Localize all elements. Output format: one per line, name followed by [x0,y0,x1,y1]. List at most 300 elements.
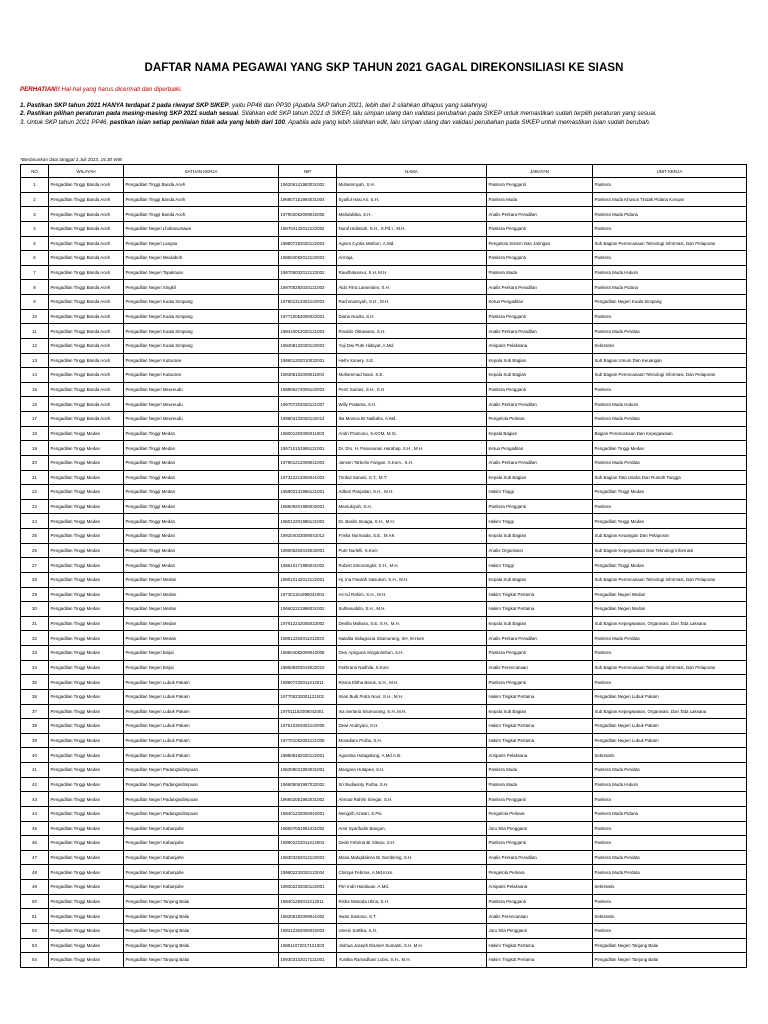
cell-nama: Nengsih Azwari, S.Psi. [337,806,487,821]
column-header-nama: NAMA [337,165,487,178]
note-2 [20,110,745,118]
cell-nip: 199603132020122014 [279,412,337,427]
cell-satuan-kerja: Pengadilan Negeri Medan [124,572,279,587]
cell-wilayah: Pengadilan Tinggi Banda Aceh [49,236,124,251]
cell-nip: 198504082009042008 [279,646,337,661]
cell-satuan-kerja: Pengadilan Negeri Kuala Simpang [124,309,279,324]
cell-nip: 196012201986121002 [279,514,337,529]
cell-no: 12 [21,338,49,353]
cell-jabatan: Hakim Tingkat Pertama [487,733,593,748]
cell-nip: 197912242005022002 [279,616,337,631]
cell-nip: 199410012020121003 [279,324,337,339]
cell-no: 6 [21,251,49,266]
table-row [21,236,747,251]
cell-no: 10 [21,309,49,324]
cell-nama: Friska Nurmaida, S.E., M.AK [337,529,487,544]
cell-no: 25 [21,529,49,544]
table-row [21,207,747,222]
cell-nama: Jansen Tarbelin Farigan, S.Kom., S.H. [337,455,487,470]
cell-satuan-kerja: Pengadilan Negeri Kuala Simpang [124,324,279,339]
cell-unit-kerja: Sub Bagian Perencanaan Teknologi Informasi, Dan Pelaporan [593,572,747,587]
cell-nip: 198807232011012011 [279,675,337,690]
table-row [21,426,747,441]
cell-wilayah: Pengadilan Tinggi Banda Aceh [49,382,124,397]
column-header-unit-kerja: UNIT KERJA [593,165,747,178]
cell-no: 49 [21,880,49,895]
cell-no: 8 [21,280,49,295]
cell-no: 9 [21,295,49,310]
cell-no: 46 [21,836,49,851]
cell-nama: Fenri Suriani, S.H., S.H [337,382,487,397]
cell-wilayah: Pengadilan Tinggi Medan [49,499,124,514]
cell-no: 15 [21,382,49,397]
column-header-nip: NIP [279,165,337,178]
cell-unit-kerja: Panitera [593,646,747,661]
cell-wilayah: Pengadilan Tinggi Banda Aceh [49,295,124,310]
cell-jabatan: Analis Perencanaan [487,660,593,675]
cell-wilayah: Pengadilan Tinggi Banda Aceh [49,412,124,427]
cell-nama: Umeni Sartika, S.H. [337,923,487,938]
cell-nip: 198010142012122001 [279,572,337,587]
cell-jabatan: Kepala Sub Bagian [487,470,593,485]
cell-wilayah: Pengadilan Tinggi Banda Aceh [49,221,124,236]
cell-unit-kerja: Panitera Muda Pidana [593,207,747,222]
table-row [21,733,747,748]
table-row [21,602,747,617]
cell-nama: Joshua Joseph Elsaner Sumanti, S.H.,M.H. [337,938,487,953]
cell-wilayah: Pengadilan Tinggi Medan [49,602,124,617]
cell-satuan-kerja: Pengadilan Negeri Padangsidimpuan [124,792,279,807]
cell-no: 54 [21,953,49,968]
table-row [21,338,747,353]
cell-wilayah: Pengadilan Tinggi Medan [49,470,124,485]
table-row [21,543,747,558]
cell-unit-kerja: Panitera [593,792,747,807]
cell-nama: Agustina Hutagalung, A.Md.A.B. [337,748,487,763]
cell-nip: 196206141983031002 [279,178,337,193]
cell-no: 17 [21,412,49,427]
cell-nip: 198705292020121003 [279,280,337,295]
cell-no: 38 [21,719,49,734]
table-row [21,178,747,193]
cell-jabatan: Panitera Pengganti [487,792,593,807]
cell-unit-kerja: Pengadilan Tinggi Medan [593,558,747,573]
cell-no: 5 [21,236,49,251]
cell-nip: 195610171985031002 [279,558,337,573]
column-header-satuan-kerja: SATUAN KERJA [124,165,279,178]
cell-jabatan: Analis Perkara Peradilan [487,455,593,470]
cell-nama: Andri Pramono, S.KOM, M.Si. [337,426,487,441]
table-header-row [21,165,747,178]
cell-jabatan: Panitera Pengganti [487,499,593,514]
cell-satuan-kerja: Pengadilan Negeri Meureudu [124,397,279,412]
cell-no: 43 [21,792,49,807]
cell-nama: Raudhatunnur, S.H, M.H. [337,265,487,280]
cell-unit-kerja: Sub Bagian Kepegawaian, Organisasi, Dan Tata Laksana [593,616,747,631]
cell-satuan-kerja: Pengadilan Negeri Kabanjahe [124,850,279,865]
cell-unit-kerja: Pengadilan Negeri Lubuk Pakam [593,689,747,704]
cell-nip: 198902222011012004 [279,836,337,851]
cell-nip: 197902062009042005 [279,207,337,222]
cell-satuan-kerja: Pengadilan Negeri Kabanjahe [124,836,279,851]
table-row [21,777,747,792]
cell-jabatan: Hakim Tingkat Pertama [487,587,593,602]
data-date-footnote: *Berdasarkan data tanggal 3 Juli 2023, 15.30 WIB [20,157,122,162]
table-row [21,894,747,909]
cell-unit-kerja: Panitera Muda Perdata [593,850,747,865]
cell-wilayah: Pengadilan Tinggi Banda Aceh [49,353,124,368]
table-row [21,850,747,865]
cell-no: 18 [21,426,49,441]
cell-no: 32 [21,631,49,646]
cell-nama: Risha Miranda Ulina, S.H. [337,894,487,909]
cell-nip: 198706032012122002 [279,265,337,280]
cell-no: 33 [21,646,49,661]
cell-wilayah: Pengadilan Tinggi Medan [49,865,124,880]
cell-nip: 196907151994031004 [279,192,337,207]
cell-wilayah: Pengadilan Tinggi Medan [49,558,124,573]
cell-nama: Muhammad Nasir, S.E. [337,368,487,383]
cell-nip: 198704142012122002 [279,221,337,236]
cell-nama: Syaiful Hasi Ari, S.H. [337,192,487,207]
cell-nip: 199808182020122001 [279,748,337,763]
cell-unit-kerja: Panitera [593,821,747,836]
table-row [21,412,747,427]
cell-wilayah: Pengadilan Tinggi Medan [49,704,124,719]
cell-wilayah: Pengadilan Tinggi Banda Aceh [49,251,124,266]
cell-jabatan: Panitera Pengganti [487,836,593,851]
cell-nip: 199303102017121001 [279,953,337,968]
cell-nip: 196507051991031002 [279,821,337,836]
cell-wilayah: Pengadilan Tinggi Medan [49,572,124,587]
cell-nip: 197312212006041003 [279,470,337,485]
cell-jabatan: Pengelola Perkara [487,806,593,821]
cell-nip: 196602221996031002 [279,602,337,617]
cell-jabatan: Panitera Pengganti [487,251,593,266]
table-row [21,309,747,324]
cell-nama: Sulhanuddin, S.H., M.H. [337,602,487,617]
cell-satuan-kerja: Pengadilan Negeri Tapaktuan [124,265,279,280]
cell-nama: Rinaldo Oktaviano, S.H. [337,324,487,339]
cell-jabatan: Hakim Tingkat Pertama [487,689,593,704]
cell-wilayah: Pengadilan Tinggi Medan [49,792,124,807]
cell-nama: Irwan Santoso, S.T. [337,909,487,924]
cell-satuan-kerja: Pengadilan Negeri Meureudu [124,382,279,397]
cell-unit-kerja: Panitera Muda Perdata [593,865,747,880]
cell-no: 2 [21,192,49,207]
cell-jabatan: Hakim Tinggi [487,514,593,529]
cell-satuan-kerja: Pengadilan Tinggi Medan [124,441,279,456]
cell-unit-kerja: Panitera [593,251,747,266]
cell-nama: Yuji Dwi Putri Hidayat, A.Md. [337,338,487,353]
cell-wilayah: Pengadilan Tinggi Medan [49,587,124,602]
cell-no: 14 [21,368,49,383]
cell-jabatan: Analis Perkara Peradilan [487,207,593,222]
cell-nama: Desilla Mahara, S.E, S.H., M.H. [337,616,487,631]
cell-nip: 198806272009122003 [279,382,337,397]
cell-jabatan: Panitera Muda [487,763,593,778]
cell-nama: Natalita Sidagracia Situmorang, SH, M.Hum [337,631,487,646]
perhatian-line [20,86,745,94]
cell-satuan-kerja: Pengadilan Negeri Kabanjahe [124,821,279,836]
perhatian-label: PERHATIAN!! [20,86,60,93]
cell-unit-kerja: Panitera Muda Perdata [593,631,747,646]
cell-no: 11 [21,324,49,339]
cell-jabatan: Pengelola Perkara [487,412,593,427]
cell-satuan-kerja: Pengadilan Tinggi Medan [124,529,279,544]
cell-wilayah: Pengadilan Tinggi Medan [49,689,124,704]
cell-no: 27 [21,558,49,573]
table-row [21,719,747,734]
note-3-bold: pastikan isian setiap penilaian tidak ada yang lebih dari 100 [108,118,285,126]
cell-nip: 198512202011012023 [279,631,337,646]
cell-nama: Risma Elitha Barus, S.H., M.H. [337,675,487,690]
notes-block [20,86,745,127]
cell-nip: 198401232006042001 [279,806,337,821]
table-row [21,675,747,690]
cell-unit-kerja: Panitera [593,923,747,938]
table-row [21,397,747,412]
column-header-no: NO [21,165,49,178]
cell-nip: 198305102008011004 [279,368,337,383]
cell-satuan-kerja: Pengadilan Negeri Tanjung Balai [124,923,279,938]
cell-satuan-kerja: Pengadilan Tinggi Banda Aceh [124,192,279,207]
cell-satuan-kerja: Pengadilan Tinggi Banda Aceh [124,207,279,222]
cell-wilayah: Pengadilan Tinggi Medan [49,675,124,690]
cell-unit-kerja: Panitera Muda Khusus Tindak Pidana Korupsi [593,192,747,207]
cell-jabatan: Hakim Tingkat Pertama [487,953,593,968]
cell-wilayah: Pengadilan Tinggi Medan [49,441,124,456]
note-3 [20,119,745,127]
table-row [21,441,747,456]
cell-nip: 195710151985121001 [279,441,337,456]
table-row [21,748,747,763]
cell-jabatan: Panitera Pengganti [487,675,593,690]
cell-wilayah: Pengadilan Tinggi Medan [49,806,124,821]
cell-no: 48 [21,865,49,880]
cell-nip: 196509201985032001 [279,499,337,514]
cell-nama: Dr. Baslin Sinaga, S.H., M.H. [337,514,487,529]
perhatian-text: Hal-hal yang harus dicermati dan diperbaiki. [59,86,183,93]
table-row [21,353,747,368]
cell-satuan-kerja: Pengadilan Negeri Tanjung Balai [124,909,279,924]
cell-satuan-kerja: Pengadilan Negeri Lubuk Pakam [124,733,279,748]
cell-unit-kerja: Sub Bagian Tata Usaha Dan Rumah Tangga [593,470,747,485]
cell-unit-kerja: Pengadilan Negeri Tanjung Balai [593,953,747,968]
cell-no: 50 [21,894,49,909]
table-row [21,368,747,383]
cell-nama: Mangara Hutapea, S.H. [337,763,487,778]
cell-wilayah: Pengadilan Tinggi Medan [49,938,124,953]
cell-satuan-kerja: Pengadilan Negeri Lubuk Pakam [124,719,279,734]
table-row [21,880,747,895]
cell-satuan-kerja: Pengadilan Negeri Medan [124,602,279,617]
cell-unit-kerja: Panitera Muda Pidana [593,280,747,295]
cell-jabatan: Kepala Sub Bagian [487,704,593,719]
cell-nama: Chintya Febrina, A.Md.Kom. [337,865,487,880]
cell-satuan-kerja: Pengadilan Negeri Medan [124,616,279,631]
table-row [21,251,747,266]
cell-no: 3 [21,207,49,222]
cell-satuan-kerja: Pengadilan Negeri Kuala Simpang [124,295,279,310]
cell-nama: Adbari Panjaitan, S.H., M.H. [337,485,487,500]
cell-unit-kerja: Panitera [593,675,747,690]
table-row [21,265,747,280]
cell-wilayah: Pengadilan Tinggi Medan [49,529,124,544]
cell-no: 29 [21,587,49,602]
cell-nip: 195903131986121001 [279,485,337,500]
cell-no: 51 [21,909,49,924]
cell-satuan-kerja: Pengadilan Negeri Kabanjahe [124,880,279,895]
cell-nama: Amir Syarifudin Bangun, [337,821,487,836]
cell-no: 20 [21,455,49,470]
cell-no: 53 [21,938,49,953]
table-row [21,865,747,880]
cell-no: 1 [21,178,49,193]
cell-nama: As'Ad Rahim, S.H., M.H. [337,587,487,602]
cell-satuan-kerja: Pengadilan Negeri Kuala Simpang [124,338,279,353]
cell-no: 47 [21,850,49,865]
cell-no: 16 [21,397,49,412]
cell-no: 23 [21,499,49,514]
cell-wilayah: Pengadilan Tinggi Medan [49,894,124,909]
cell-wilayah: Pengadilan Tinggi Medan [49,909,124,924]
note-2-rest: . Silahkan edit SKP tahun 2021 di SIKEP, lalu simpan ulang dan validasi perubahan pada SIKEP untuk memastikan sudah terpilih peraturan yang sesuai. [238,110,657,118]
cell-jabatan: Panitera Muda [487,192,593,207]
cell-no: 41 [21,763,49,778]
cell-wilayah: Pengadilan Tinggi Banda Aceh [49,397,124,412]
cell-nip: 198204022009042012 [279,529,337,544]
cell-no: 36 [21,689,49,704]
cell-wilayah: Pengadilan Tinggi Banda Aceh [49,368,124,383]
cell-satuan-kerja: Pengadilan Negeri Meulaboh [124,251,279,266]
cell-nip: 196902051992031002 [279,792,337,807]
cell-unit-kerja: Panitera Muda Perdata [593,324,747,339]
cell-wilayah: Pengadilan Tinggi Medan [49,777,124,792]
cell-nip: 197710052005022001 [279,309,337,324]
cell-unit-kerja: Pengadilan Negeri Tanjung Balai [593,938,747,953]
cell-satuan-kerja: Pengadilan Negeri Tanjung Balai [124,938,279,953]
table-row [21,382,747,397]
cell-jabatan: Analis Perkara Peradilan [487,850,593,865]
cell-unit-kerja: Panitera [593,894,747,909]
cell-unit-kerja: Sub Bagian Kepegawaian, Organisasi, Dan Tata Laksana [593,704,747,719]
cell-nama: Moradiam Purba, S.H. [337,733,487,748]
cell-satuan-kerja: Pengadilan Tinggi Medan [124,514,279,529]
table-row [21,616,747,631]
cell-wilayah: Pengadilan Tinggi Medan [49,763,124,778]
cell-satuan-kerja: Pengadilan Negeri Lubuk Pakam [124,704,279,719]
cell-no: 34 [21,660,49,675]
table-row [21,909,747,924]
cell-no: 42 [21,777,49,792]
cell-wilayah: Pengadilan Tinggi Medan [49,514,124,529]
cell-no: 13 [21,353,49,368]
cell-wilayah: Pengadilan Tinggi Medan [49,821,124,836]
cell-satuan-kerja: Pengadilan Negeri Kabanjahe [124,865,279,880]
cell-satuan-kerja: Pengadilan Tinggi Banda Aceh [124,178,279,193]
cell-unit-kerja: Panitera Muda Hukum [593,777,747,792]
cell-wilayah: Pengadilan Tinggi Medan [49,748,124,763]
cell-jabatan: Pengelola Perkara [487,865,593,880]
cell-nama: Muhammyah, S.H. [337,178,487,193]
cell-jabatan: Panitera Pengganti [487,178,593,193]
cell-nama: Agnes Cyntia Marbun, A.Md. [337,236,487,251]
cell-jabatan: Panitera Muda [487,265,593,280]
cell-unit-kerja: Panitera Muda Perdata [593,412,747,427]
table-row [21,660,747,675]
cell-no: 28 [21,572,49,587]
cell-nip: 198001202005011003 [279,426,337,441]
cell-nama: Dewi Andriyani, S.H. [337,719,487,734]
cell-nip: 197301151999031004 [279,587,337,602]
cell-wilayah: Pengadilan Tinggi Banda Aceh [49,178,124,193]
cell-satuan-kerja: Pengadilan Negeri Binjai [124,660,279,675]
table-row [21,514,747,529]
cell-unit-kerja: Panitera [593,178,747,193]
cell-wilayah: Pengadilan Tinggi Medan [49,426,124,441]
cell-unit-kerja: Pengadilan Negeri Kuala Simpang [593,295,747,310]
cell-wilayah: Pengadilan Tinggi Banda Aceh [49,192,124,207]
cell-jabatan: Kepala Sub Bagian [487,529,593,544]
cell-wilayah: Pengadilan Tinggi Medan [49,850,124,865]
cell-wilayah: Pengadilan Tinggi Medan [49,660,124,675]
cell-nama: Dr. Drs. H. Panusunan Harahap, S.H., M.H. [337,441,487,456]
cell-wilayah: Pengadilan Tinggi Medan [49,953,124,968]
cell-nama: Sri Budiasnty Purba, S.H. [337,777,487,792]
cell-no: 26 [21,543,49,558]
table-row [21,646,747,661]
cell-nip: 199802232020122004 [279,865,337,880]
cell-satuan-kerja: Pengadilan Negeri Langsa [124,236,279,251]
cell-jabatan: Ketua Pengadilan [487,295,593,310]
cell-satuan-kerja: Pengadilan Negeri Kutacane [124,353,279,368]
cell-nip: 197705232001121002 [279,689,337,704]
cell-wilayah: Pengadilan Tinggi Medan [49,646,124,661]
cell-nip: 199807252020122003 [279,236,337,251]
cell-satuan-kerja: Pengadilan Tinggi Medan [124,543,279,558]
cell-satuan-kerja: Pengadilan Negeri Lhokseumawe [124,221,279,236]
cell-nama: Iman Budi Putra Noor, S.H., M.H. [337,689,487,704]
table-row [21,587,747,602]
cell-nama: Aldo Fitra Lamendes, S.H. [337,280,487,295]
cell-jabatan: Panitera Pengganti [487,221,593,236]
cell-satuan-kerja: Pengadilan Tinggi Medan [124,455,279,470]
cell-no: 21 [21,470,49,485]
cell-jabatan: Hakim Tingkat Pertama [487,938,593,953]
cell-unit-kerja: Panitera Muda Hukum [593,397,747,412]
cell-unit-kerja: Panitera [593,309,747,324]
table-row [21,763,747,778]
cell-no: 24 [21,514,49,529]
cell-no: 40 [21,748,49,763]
cell-nip: 199408132020122003 [279,338,337,353]
cell-unit-kerja: Bagian Perencanaan Dan Kepegawaian [593,426,747,441]
cell-unit-kerja: Sub Bagian Keuangan Dan Pelaporan [593,529,747,544]
table-row [21,221,747,236]
cell-no: 4 [21,221,49,236]
cell-nama: Nurul Hidimiah, S.H., S.Pd.I., M.H. [337,221,487,236]
cell-no: 35 [21,675,49,690]
cell-wilayah: Pengadilan Tinggi Medan [49,719,124,734]
cell-nama: Diana Novita, S.H. [337,309,487,324]
cell-satuan-kerja: Pengadilan Negeri Lubuk Pakam [124,675,279,690]
cell-nama: Rachmansyah, S.H., M.H. [337,295,487,310]
cell-wilayah: Pengadilan Tinggi Banda Aceh [49,324,124,339]
table-row [21,689,747,704]
employee-table [20,164,747,968]
cell-satuan-kerja: Pengadilan Negeri Padangsidimpuan [124,777,279,792]
